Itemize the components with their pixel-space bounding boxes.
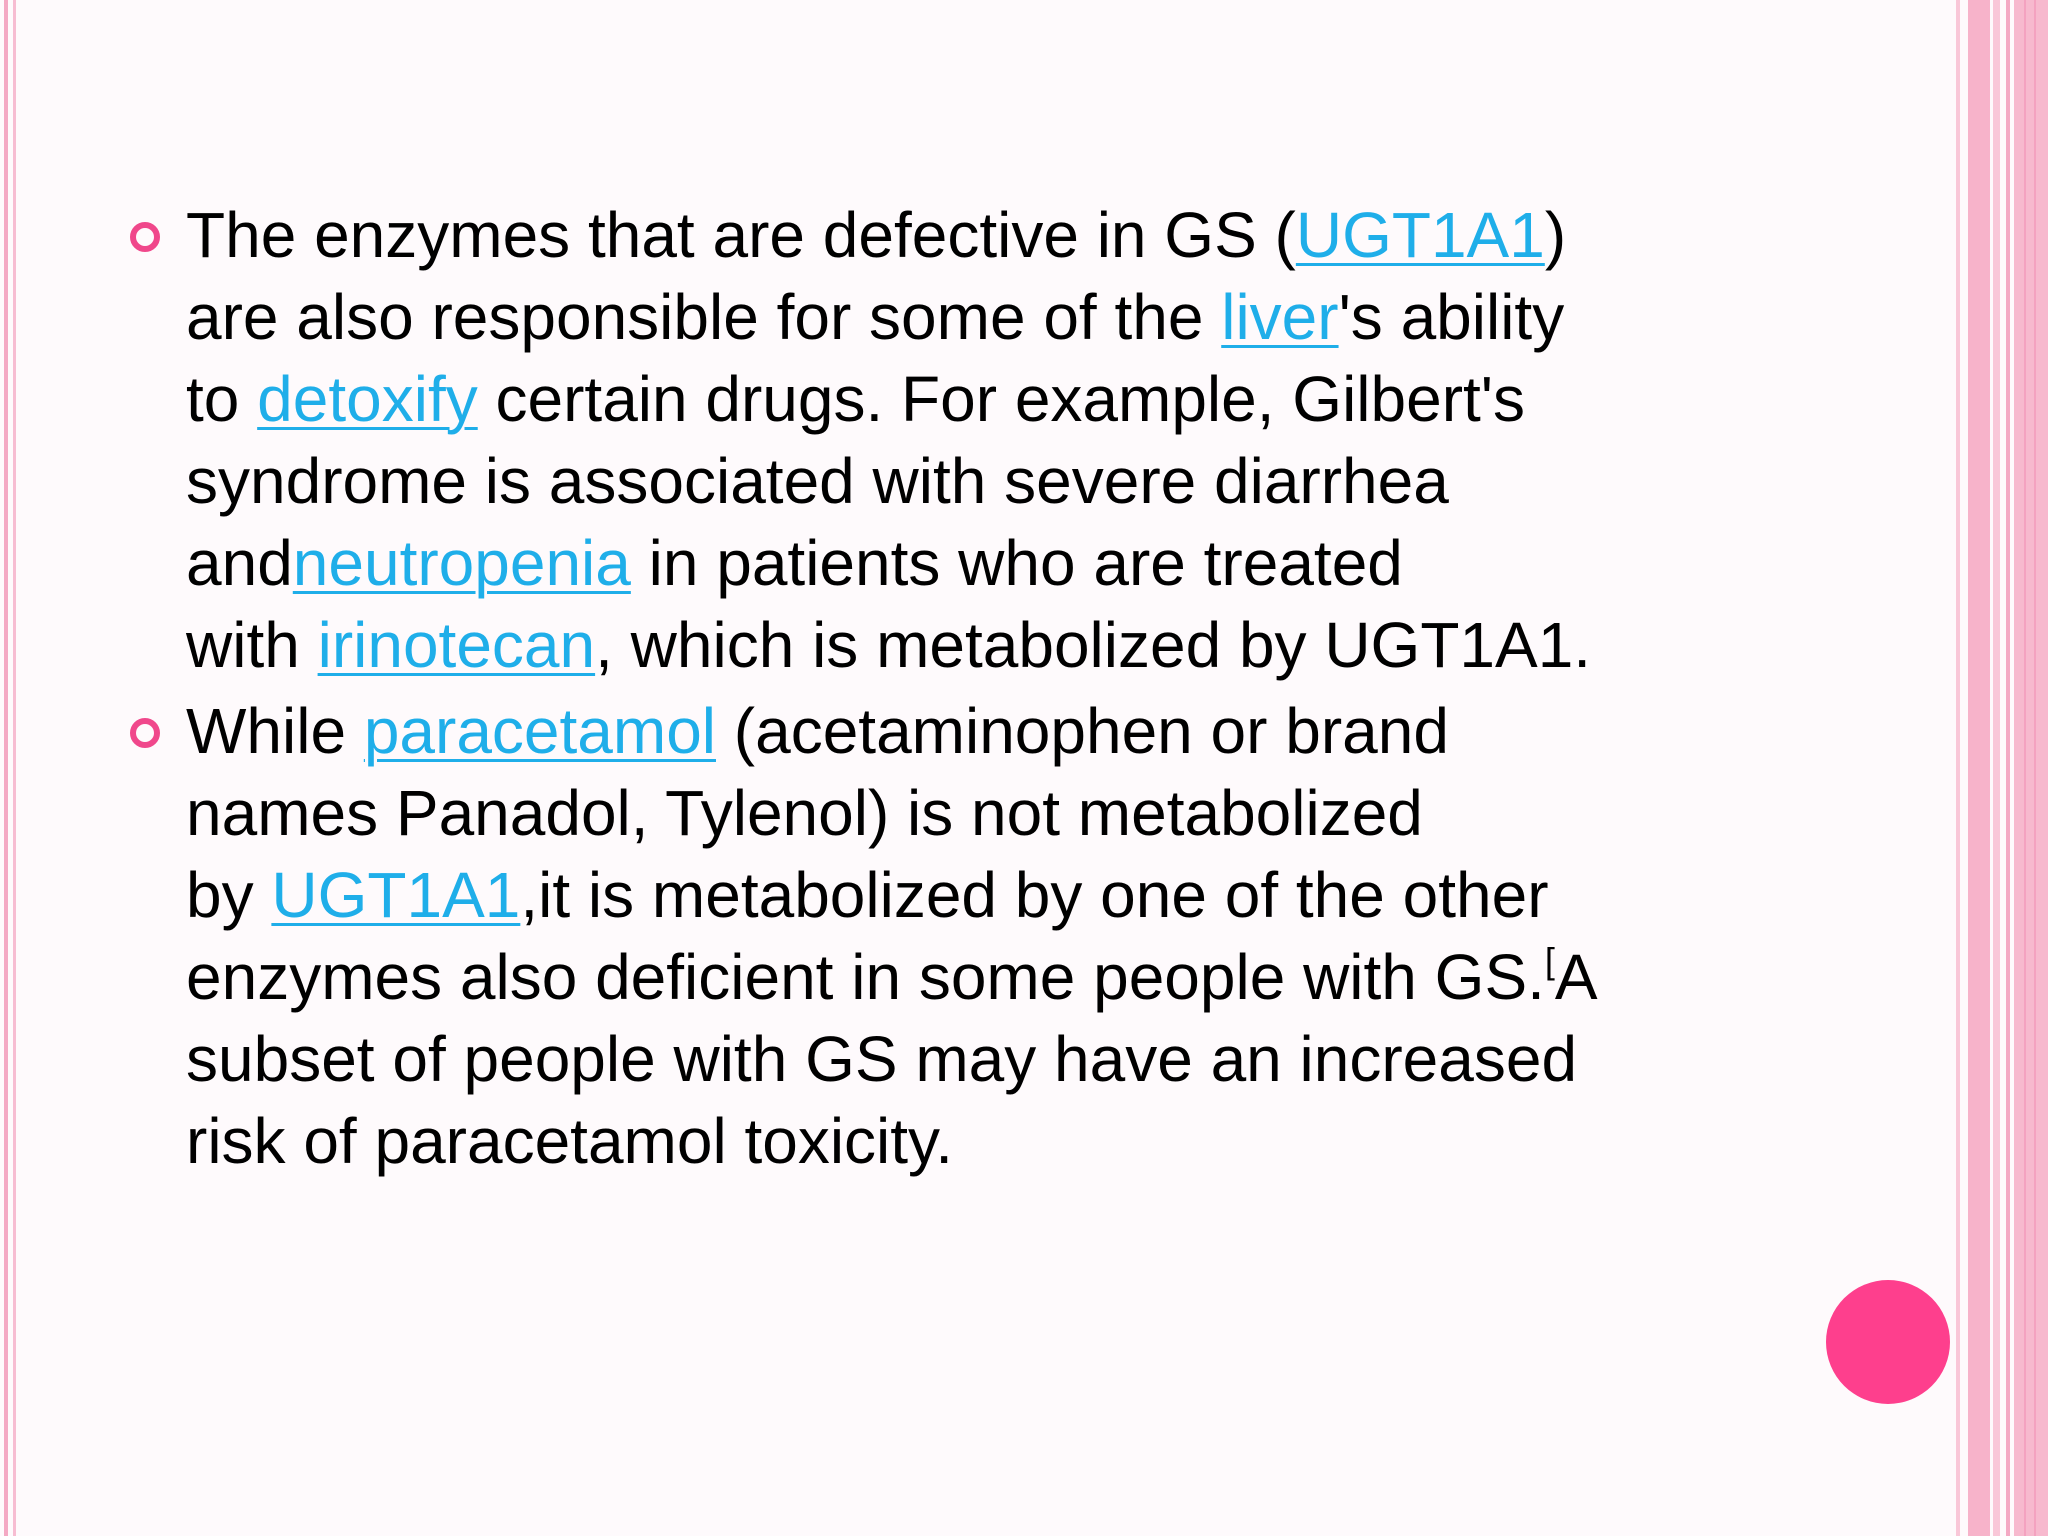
right-stripe <box>2034 0 2036 1536</box>
link-irinotecan[interactable]: irinotecan <box>317 609 596 681</box>
text-line <box>186 194 1708 276</box>
left-border-line-inner <box>13 0 16 1536</box>
right-stripe <box>2024 0 2026 1536</box>
text: While <box>186 695 364 767</box>
text: A <box>1554 941 1598 1013</box>
link-ugt1a1-second[interactable]: UGT1A1 <box>271 859 521 931</box>
text: The enzymes that are defective in GS ( <box>186 199 1296 271</box>
link-detoxify[interactable]: detoxify <box>257 363 478 435</box>
text-line <box>186 522 1708 604</box>
text-line <box>186 1018 1708 1100</box>
text-line <box>186 440 1708 522</box>
link-neutropenia[interactable]: neutropenia <box>292 527 631 599</box>
right-stripe <box>1993 0 2000 1536</box>
text-line <box>186 936 1708 1018</box>
link-paracetamol[interactable]: paracetamol <box>363 695 716 767</box>
text-line <box>186 358 1708 440</box>
pink-circle-icon <box>1826 1280 1950 1404</box>
text: ,it is metabolized by one of the other <box>520 859 1549 931</box>
text: (acetaminophen or brand <box>716 695 1449 767</box>
bullet-item <box>128 690 1708 1182</box>
left-border-line <box>4 0 8 1536</box>
right-stripe <box>1956 0 1960 1536</box>
text-line <box>186 690 1708 772</box>
link-liver[interactable]: liver <box>1221 281 1339 353</box>
right-stripe <box>2006 0 2010 1536</box>
hollow-circle-bullet-icon <box>130 718 160 748</box>
text-line <box>186 772 1708 854</box>
bullet-item <box>128 194 1708 686</box>
text: subset of people with GS may have an increased <box>186 1023 1578 1095</box>
text: in patients who are treated <box>630 527 1403 599</box>
text-line <box>186 604 1708 686</box>
link-ugt1a1[interactable]: UGT1A1 <box>1295 199 1545 271</box>
text-line <box>186 276 1708 358</box>
text-line <box>186 1100 1708 1182</box>
text: 's ability <box>1338 281 1565 353</box>
text: risk of paracetamol toxicity. <box>186 1105 954 1177</box>
text: with <box>186 609 318 681</box>
text: certain drugs. For example, Gilbert's <box>477 363 1525 435</box>
text: , which is metabolized by UGT1A1. <box>595 609 1592 681</box>
text: names Panadol, Tylenol) is not metabolized <box>186 777 1423 849</box>
hollow-circle-bullet-icon <box>130 222 160 252</box>
right-stripe <box>1968 0 1990 1536</box>
text: by <box>186 859 272 931</box>
slide-content <box>128 194 1708 1186</box>
text: are also responsible for some of the <box>186 281 1222 353</box>
citation-bracket[interactable]: [ <box>1544 940 1555 981</box>
text: enzymes also deficient in some people with GS. <box>186 941 1545 1013</box>
text: and <box>186 527 293 599</box>
text: ) <box>1544 199 1567 271</box>
text: syndrome is associated with severe diarrhea <box>186 445 1449 517</box>
text-line <box>186 854 1708 936</box>
text: to <box>186 363 258 435</box>
right-stripe <box>2014 0 2048 1536</box>
